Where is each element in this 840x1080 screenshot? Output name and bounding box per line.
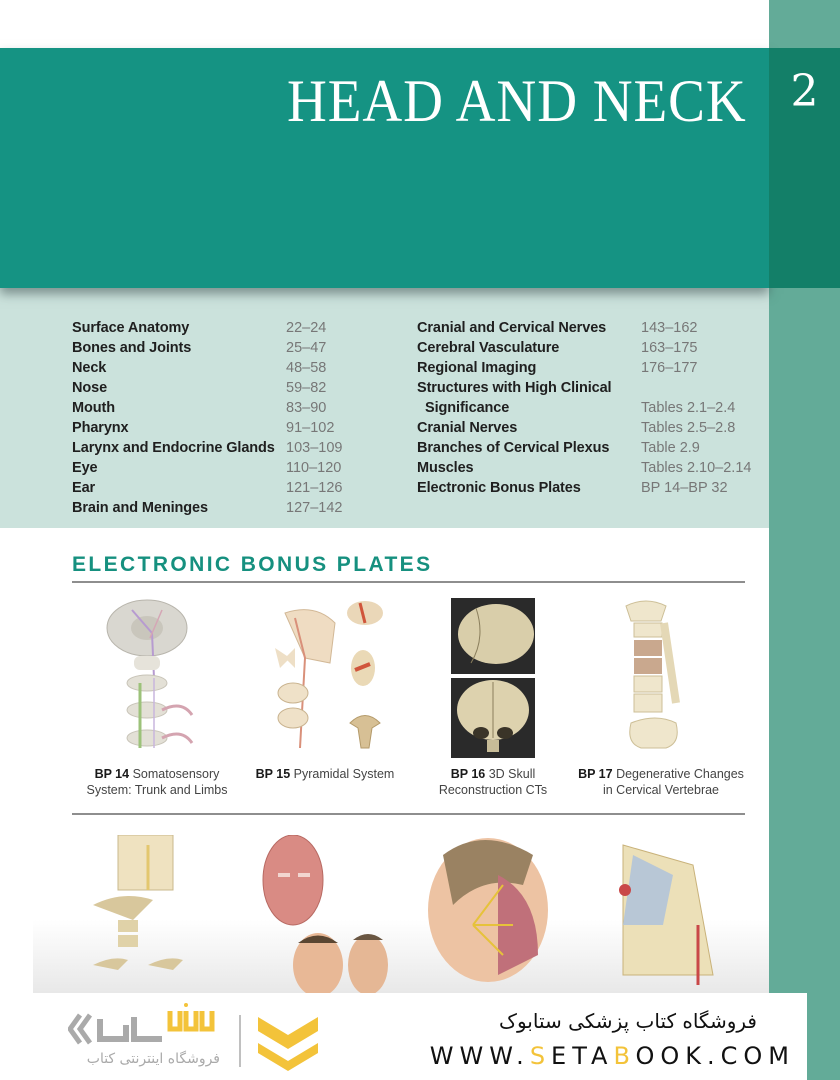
contents-entry[interactable]: Cranial Nerves Tables 2.5–2.8 bbox=[417, 420, 736, 436]
cervical-spine-illustration[interactable] bbox=[88, 835, 208, 995]
contents-entry[interactable]: Regional Imaging 176–177 bbox=[417, 360, 698, 376]
bonus-plates-heading: ELECTRONIC BONUS PLATES bbox=[72, 553, 433, 576]
contents-entry[interactable]: Brain and Meninges 127–142 bbox=[72, 500, 343, 516]
contents-entry[interactable]: Neck 48–58 bbox=[72, 360, 327, 376]
contents-entry[interactable]: Nose 59–82 bbox=[72, 380, 327, 396]
contents-entry[interactable]: Eye 110–120 bbox=[72, 460, 342, 476]
contents-entry[interactable]: Cerebral Vasculature 163–175 bbox=[417, 340, 698, 356]
contents-column-right bbox=[417, 318, 751, 498]
contents-column-left bbox=[72, 318, 342, 518]
plate-caption: BP 16 3D Skull Reconstruction CTs bbox=[438, 767, 548, 797]
pyramidal-system-illustration bbox=[265, 598, 395, 758]
facial-muscles-illustration[interactable] bbox=[258, 835, 388, 995]
contents-entry[interactable]: Muscles Tables 2.10–2.14 bbox=[417, 460, 752, 476]
nasal-cavity-illustration[interactable] bbox=[603, 835, 723, 995]
chapter-contents bbox=[0, 288, 769, 528]
setabook-logo bbox=[68, 1003, 338, 1073]
chapter-title: HEAD AND NECK bbox=[287, 68, 747, 134]
divider bbox=[72, 813, 745, 815]
somatosensory-illustration bbox=[92, 598, 222, 758]
cervical-vertebrae-illustration bbox=[616, 598, 706, 758]
watermark-url[interactable]: WWW.SETABOOK.COM bbox=[429, 1042, 795, 1070]
chapter-number: 2 bbox=[790, 66, 819, 117]
watermark-store-name: فروشگاه کتاب پزشکی ستابوک bbox=[499, 1009, 757, 1033]
contents-entry[interactable]: Cranial and Cervical Nerves 143–162 bbox=[417, 320, 698, 336]
contents-entry[interactable]: Branches of Cervical Plexus Table 2.9 bbox=[417, 440, 700, 456]
contents-entry[interactable]: Ear 121–126 bbox=[72, 480, 343, 496]
contents-entry[interactable]: Structures with High Clinical bbox=[417, 380, 612, 396]
contents-entry[interactable]: Electronic Bonus Plates BP 14–BP 32 bbox=[417, 480, 728, 496]
contents-entry[interactable]: Pharynx 91–102 bbox=[72, 420, 335, 436]
bonus-plates-row-2 bbox=[33, 830, 769, 993]
plate-caption: BP 15 Pyramidal System bbox=[255, 767, 395, 781]
skull-ct-images bbox=[451, 598, 535, 758]
plate-caption: BP 17 Degenerative Changes in Cervical Vertebrae bbox=[578, 767, 744, 797]
contents-entry-continued[interactable]: Significance Tables 2.1–2.4 bbox=[425, 400, 736, 416]
divider bbox=[72, 581, 745, 583]
contents-entry[interactable]: Surface Anatomy 22–24 bbox=[72, 320, 327, 336]
plate-caption: BP 14 Somatosensory System: Trunk and Limbs bbox=[86, 767, 228, 797]
contents-entry[interactable]: Larynx and Endocrine Glands 103–109 bbox=[72, 440, 343, 456]
chapter-banner bbox=[0, 48, 769, 288]
contents-entry[interactable]: Mouth 83–90 bbox=[72, 400, 327, 416]
svg-text:فروشگاه اینترنتی کتاب: فروشگاه اینترنتی کتاب bbox=[86, 1051, 220, 1067]
watermark-banner bbox=[33, 993, 807, 1080]
facial-nerve-illustration[interactable] bbox=[423, 835, 563, 995]
chapter-tab bbox=[769, 48, 840, 288]
contents-entry[interactable]: Bones and Joints 25–47 bbox=[72, 340, 327, 356]
